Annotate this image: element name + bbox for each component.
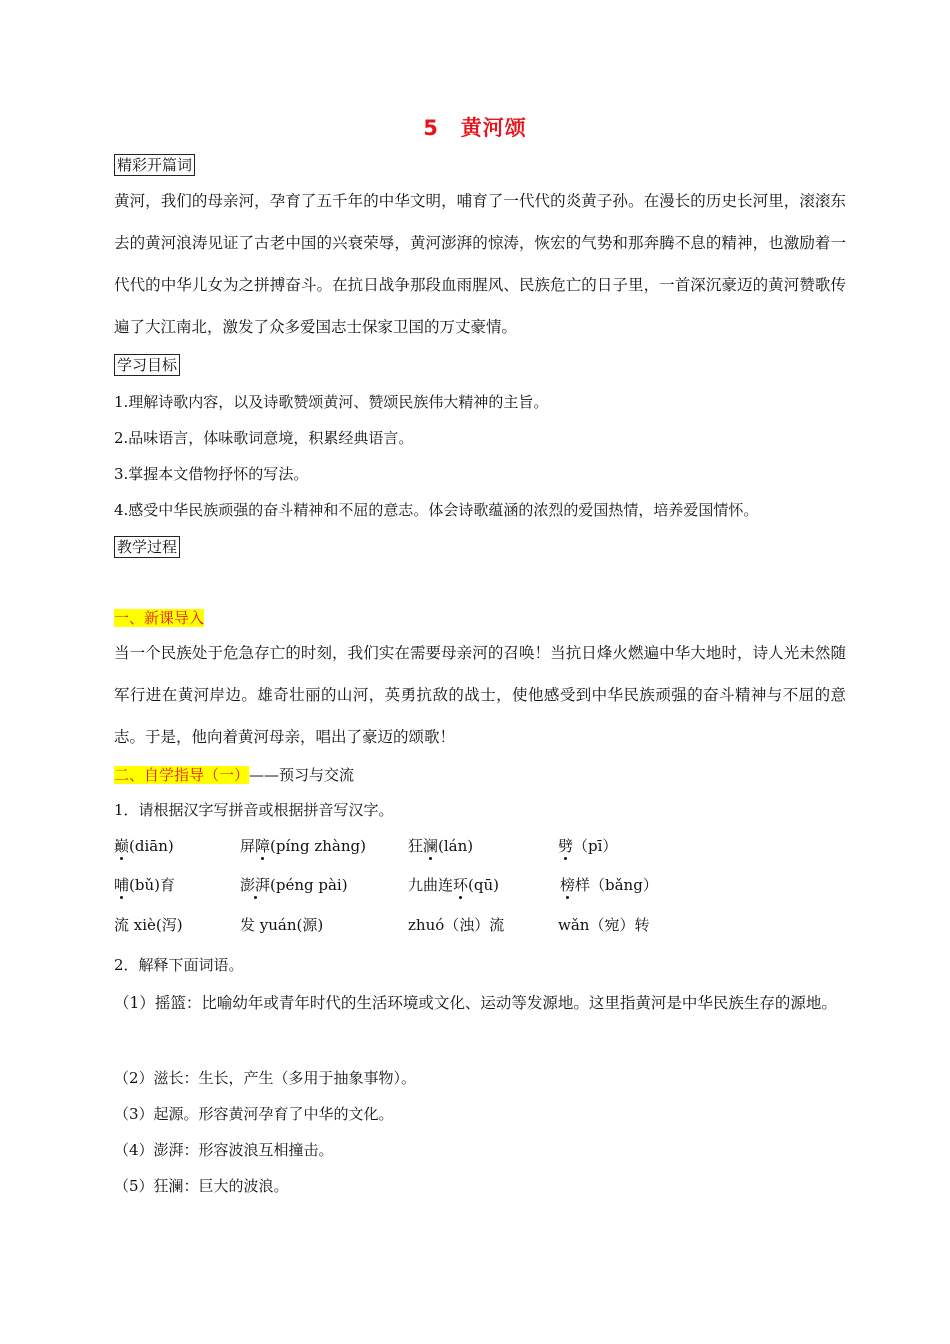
part1-heading-text: 一、新课导入 <box>114 609 205 627</box>
word-item: 发 yuán(源) <box>240 916 324 934</box>
opening-paragraph: 黄河，我们的母亲河，孕育了五千年的中华文明，哺育了一代代的炎黄子孙。在漫长的历史长河里，滚滚东去的黄河浪涛见证了古老中国的兴衰荣辱，黄河澎湃的惊涛，恢宏的气势和那奔腾不息的精神，也激励着一代代的中华儿女为之拼搏奋斗。在抗日战争那段血雨腥风、民族危亡的日子里，一首深沉豪迈的黄河赞歌传遍了大江南北，激发了众多爱国志士保家卫国的万丈豪情。 <box>114 192 846 336</box>
word-item: 屏障(píng zhàng) <box>240 837 366 855</box>
definition-item: （3）起源。形容黄河孕育了中华的文化。 <box>114 1105 394 1123</box>
part2-heading-highlight: 二、自学指导（一） <box>114 766 250 784</box>
goal-item: 2.品味语言，体味歌词意境，积累经典语言。 <box>114 429 414 447</box>
goal-item: 3.掌握本文借物抒怀的写法。 <box>114 465 309 483</box>
word-item: wǎn（宛）转 <box>558 916 650 934</box>
question-2: 2．解释下面词语。 <box>114 956 244 974</box>
lesson-title: 5 黄河颂 <box>423 116 527 140</box>
part1-heading <box>114 607 204 629</box>
word-item: 流 xiè(泻) <box>114 916 183 934</box>
goal-item: 1.理解诗歌内容，以及诗歌赞颂黄河、赞颂民族伟大精神的主旨。 <box>114 393 549 411</box>
word-item: zhuó（浊）流 <box>408 916 505 934</box>
definition-item: （2）滋长：生长，产生（多用于抽象事物）。 <box>114 1069 417 1087</box>
section-label-opening: 精彩开篇词 <box>114 154 195 176</box>
word-item: 劈（pī） <box>558 837 618 855</box>
word-item: 九曲连环(qū) <box>408 876 499 894</box>
definition-item: （5）狂澜：巨大的波浪。 <box>114 1177 289 1195</box>
word-item: 澎湃(péng pài) <box>240 876 348 894</box>
word-item: 榜样（bǎng） <box>560 876 658 894</box>
word-item: 哺(bǔ)育 <box>114 876 175 894</box>
part2-heading <box>114 764 354 786</box>
part2-heading-rest: ——预习与交流 <box>249 766 355 784</box>
word-item: 巅(diān) <box>114 837 174 855</box>
definition-item: （4）澎湃：形容波浪互相撞击。 <box>114 1141 334 1159</box>
word-item: 狂澜(lán) <box>408 837 474 855</box>
part1-paragraph: 当一个民族处于危急存亡的时刻，我们实在需要母亲河的召唤！当抗日烽火燃遍中华大地时，诗人光未然随军行进在黄河岸边。雄奇壮丽的山河，英勇抗敌的战士，使他感受到中华民族顽强的奋斗精神与不屈的意志。于是，他向着黄河母亲，唱出了豪迈的颂歌！ <box>114 644 846 746</box>
question-1: 1．请根据汉字写拼音或根据拼音写汉字。 <box>114 801 394 819</box>
goal-item: 4.感受中华民族顽强的奋斗精神和不屈的意志。体会诗歌蕴涵的浓烈的爱国热情，培养爱国情怀。 <box>114 501 759 519</box>
definition-item: （1）摇篮：比喻幼年或青年时代的生活环境或文化、运动等发源地。这里指黄河是中华民族生存的源地。 <box>114 994 837 1012</box>
section-label-process: 教学过程 <box>114 536 180 558</box>
section-label-goals: 学习目标 <box>114 354 180 376</box>
